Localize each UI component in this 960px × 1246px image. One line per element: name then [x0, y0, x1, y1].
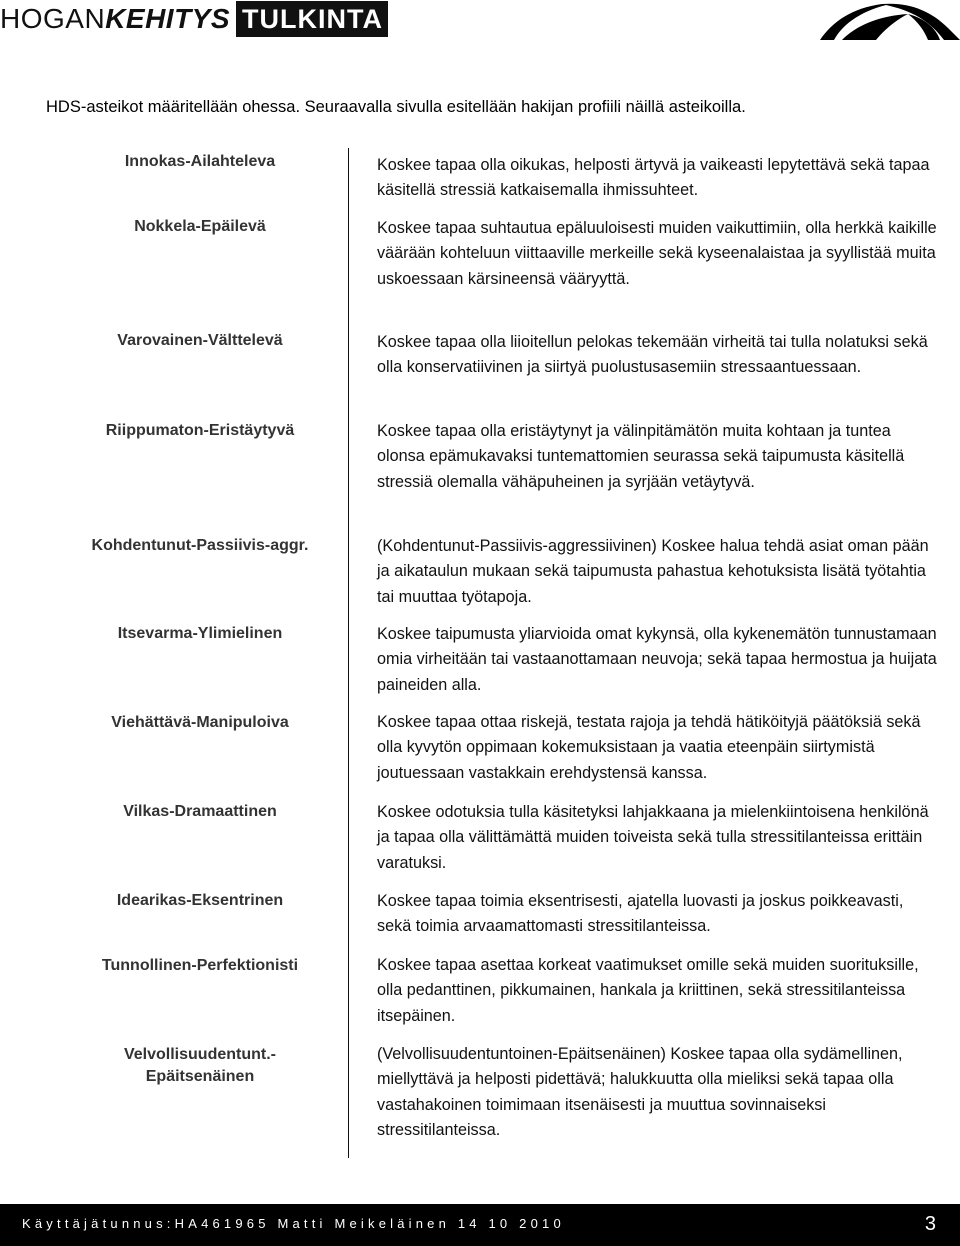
brand-kehitys: KEHITYS — [105, 3, 231, 34]
scale-label: Velvollisuudentunt.- Epäitsenäinen — [123, 1046, 276, 1085]
brand-tulkinta: TULKINTA — [236, 1, 388, 37]
scale-label: Kohdentunut-Passiivis-aggr. — [91, 537, 309, 554]
scale-label: Innokas-Ailahteleva — [124, 153, 276, 170]
page-footer — [0, 1204, 960, 1246]
scale-label: Nokkela-Epäilevä — [134, 218, 266, 235]
scale-description: Koskee tapaa toimia eksentrisesti, ajatella luovasti ja joskus poikkeavasti, sekä toimia arvaamattomasti stressitilanteissa. — [377, 892, 904, 936]
scale-description: Koskee tapaa olla oikukas, helposti ärtyvä ja vaikeasti lepytettävä sekä tapaa käsitellä stressiä katkaisemalla ihmissuhteet. — [377, 156, 930, 200]
scale-description: Koskee tapaa olla liioitellun pelokas tekemään virheitä tai tulla nolatuksi sekä olla konservatiivinen ja siirtyä puolustusasemiin stressaantuessaan. — [377, 333, 928, 377]
scale-label: Tunnollinen-Perfektionisti — [101, 957, 299, 974]
scale-label: Idearikas-Eksentrinen — [116, 892, 284, 909]
scale-label: Vilkas-Dramaattinen — [123, 803, 277, 820]
scale-description: Koskee taipumusta yliarvioida omat kykynsä, olla kykenemätön tunnustamaan omia virheitään tai vastaanottamaan neuvoja; sekä tapaa hermostua ja huijata paineiden alla. — [377, 625, 937, 694]
scale-label: Varovainen-Välttelevä — [117, 332, 283, 349]
scale-description: Koskee odotuksia tulla käsitetyksi lahjakkaana ja mielenkiintoisena henkilönä ja tapaa olla välittämättä muiden toiveista sekä tulla stressitilanteissa erittäin varatuksi. — [377, 803, 929, 872]
scale-description: (Kohdentunut-Passiivis-aggressiivinen) Koskee halua tehdä asiat oman pään ja aikataulun mukaan sekä taipumusta pahastua kehotuksista lisätä työtahtia tai muuttaa työtapoja. — [377, 537, 929, 606]
footer-user-info: Käyttäjätunnus:HA461965 Matti Meikeläinen 14 10 2010 — [22, 1216, 565, 1231]
page-number: 3 — [924, 1213, 936, 1235]
scale-description: Koskee tapaa ottaa riskejä, testata rajoja ja tehdä hätiköityjä päätöksiä sekä olla kyvytön oppimaan kokemuksistaan ja vaatia eteenpäin siirtymistä joutuessaan vastakkain erehdystensä kanssa. — [377, 713, 921, 782]
scale-label: Itsevarma-Ylimielinen — [117, 625, 283, 642]
brand-hogan: HOGAN — [0, 3, 106, 34]
scale-description: Koskee tapaa suhtautua epäluuloisesti muiden vaikuttimiin, olla herkkä kaikille väärään kohteluun viittaaville merkeille sekä kyseenalaistaa ja syyllistää muita uskoessaan kärsineensä vääryyttä. — [377, 219, 937, 288]
scale-label: Riippumaton-Eristäytyvä — [105, 422, 295, 439]
hogan-swoosh-logo-icon — [812, 0, 960, 40]
scale-description: (Velvollisuudentuntoinen-Epäitsenäinen) Koskee tapaa olla sydämellinen, miellyttävä ja helposti pidettävä; halukkuutta olla mieliksi sekä tapaa olla vastahakoinen toimimaan itsenäisesti ja muuttua sovinnaiseksi stressitilanteissa. — [377, 1045, 903, 1139]
page-header — [0, 0, 960, 40]
intro-text: HDS-asteikot määritellään ohessa. Seuraavalla sivulla esitellään hakijan profiili näillä asteikoilla. — [46, 98, 746, 116]
scale-description: Koskee tapaa olla eristäytynyt ja välinpitämätön muita kohtaan ja tuntea olonsa epämukavaksi tuntemattomien seurassa sekä taipumusta käsitellä stressiä olemalla vähäpuheinen ja syrjään vetäytyvä. — [377, 422, 905, 491]
column-divider — [348, 148, 349, 1158]
brand-title — [0, 1, 388, 37]
scale-label: Viehättävä-Manipuloiva — [111, 714, 289, 731]
scale-description: Koskee tapaa asettaa korkeat vaatimukset omille sekä muiden suorituksille, olla pedanttinen, pikkumainen, hankala ja kriittinen, sekä stressitilanteissa itsepäinen. — [377, 956, 919, 1025]
